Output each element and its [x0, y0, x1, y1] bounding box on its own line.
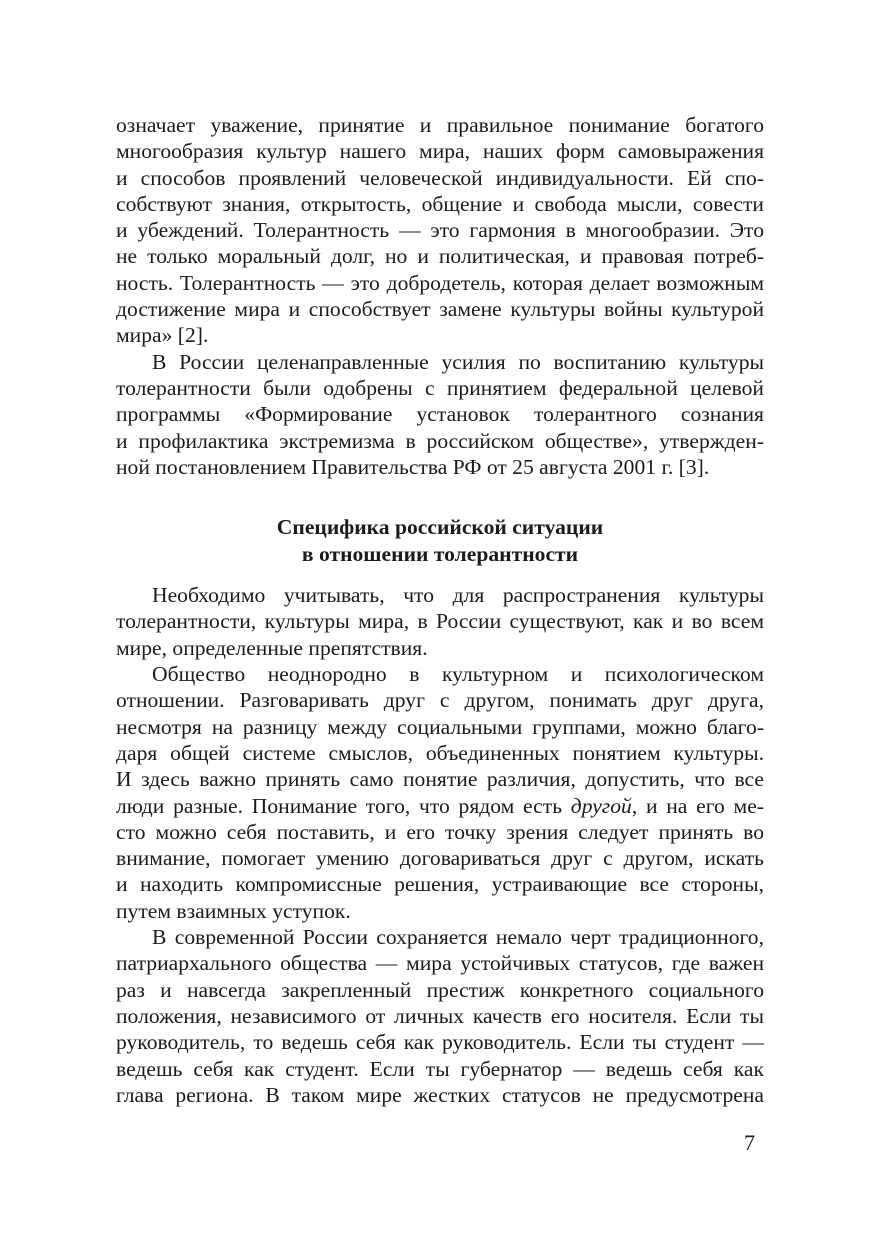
- text-line: В России целенаправленные усилия по воспитанию культуры: [152, 349, 764, 374]
- paragraph-5: [116, 924, 764, 1108]
- text-line: толерантности, культуры мира, в России существуют, как и во всем: [116, 609, 764, 634]
- page-number: 7: [744, 1130, 755, 1155]
- text-fragment: , и на его ме-: [631, 793, 764, 818]
- text-line: и способов проявлений человеческой индивидуальности. Ей спо-: [116, 165, 764, 190]
- italic-word: другой: [570, 793, 632, 818]
- page-body: [116, 112, 764, 1108]
- paragraph-3: [116, 582, 764, 661]
- text-line: мире, определенные препятствия.: [116, 635, 428, 660]
- text-line-with-italic: [116, 793, 764, 819]
- text-line: даря общей системе смыслов, объединенных понятием культуры.: [116, 740, 764, 765]
- text-line: Необходимо учитывать, что для распространения культуры: [152, 583, 764, 608]
- text-line: ной постановлением Правительства РФ от 25 августа 2001 г. [3].: [116, 454, 710, 479]
- text-line: программы «Формирование установок толерантного сознания: [116, 402, 764, 427]
- text-line: Общество неоднородно в культурном и психологическом: [152, 662, 764, 687]
- text-line: и находить компромиссные решения, устраивающие все стороны,: [116, 872, 764, 897]
- text-line: внимание, помогает умению договариваться друг с другом, искать: [116, 846, 764, 871]
- text-line: отношении. Разговаривать друг с другом, понимать друг друга,: [116, 688, 764, 713]
- text-line: мира» [2].: [116, 323, 209, 348]
- text-line: достижение мира и способствует замене культуры войны культурой: [116, 297, 764, 322]
- text-line: означает уважение, принятие и правильное понимание богатого: [116, 113, 764, 137]
- section-heading: [116, 514, 764, 568]
- paragraph-2: [116, 349, 764, 480]
- text-fragment: люди разные. Понимание того, что рядом есть: [116, 793, 571, 818]
- text-line: В современной России сохраняется немало черт традиционного,: [152, 925, 764, 950]
- paragraph-4: [116, 661, 764, 924]
- text-line: положения, независимого от личных качеств его носителя. Если ты: [116, 1003, 764, 1028]
- text-line: сто можно себя поставить, и его точку зрения следует принять во: [116, 819, 764, 844]
- text-line: и профилактика экстремизма в российском обществе», утвержден-: [116, 428, 764, 453]
- text-line: несмотря на разницу между социальными группами, можно благо-: [116, 714, 764, 739]
- text-line: многообразия культур нашего мира, наших форм самовыражения: [116, 139, 764, 164]
- text-line: раз и навсегда закрепленный престиж конкретного социального: [116, 977, 764, 1002]
- text-line: глава региона. В таком мире жестких статусов не предусмотрена: [116, 1082, 764, 1107]
- text-line: патриархального общества — мира устойчивых статусов, где важен: [116, 951, 764, 976]
- heading-line: в отношении толерантности: [301, 542, 579, 567]
- text-line: руководитель, то ведешь себя как руководитель. Если ты студент —: [116, 1030, 764, 1055]
- heading-line: Специфика российской ситуации: [276, 515, 604, 540]
- text-line: путем взаимных уступок.: [116, 898, 351, 923]
- text-line: не только моральный долг, но и политическая, и правовая потреб-: [116, 244, 764, 269]
- text-line: собствуют знания, открытость, общение и свобода мысли, совести: [116, 191, 764, 216]
- text-line: толерантности были одобрены с принятием федеральной целевой: [116, 375, 764, 400]
- text-line: И здесь важно принять само понятие различия, допустить, что все: [116, 767, 764, 792]
- text-line: ность. Толерантность — это добродетель, которая делает возможным: [116, 270, 764, 295]
- paragraph-1: [116, 112, 764, 349]
- text-line: ведешь себя как студент. Если ты губернатор — ведешь себя как: [116, 1056, 764, 1081]
- text-line: и убеждений. Толерантность — это гармония в многообразии. Это: [116, 218, 764, 243]
